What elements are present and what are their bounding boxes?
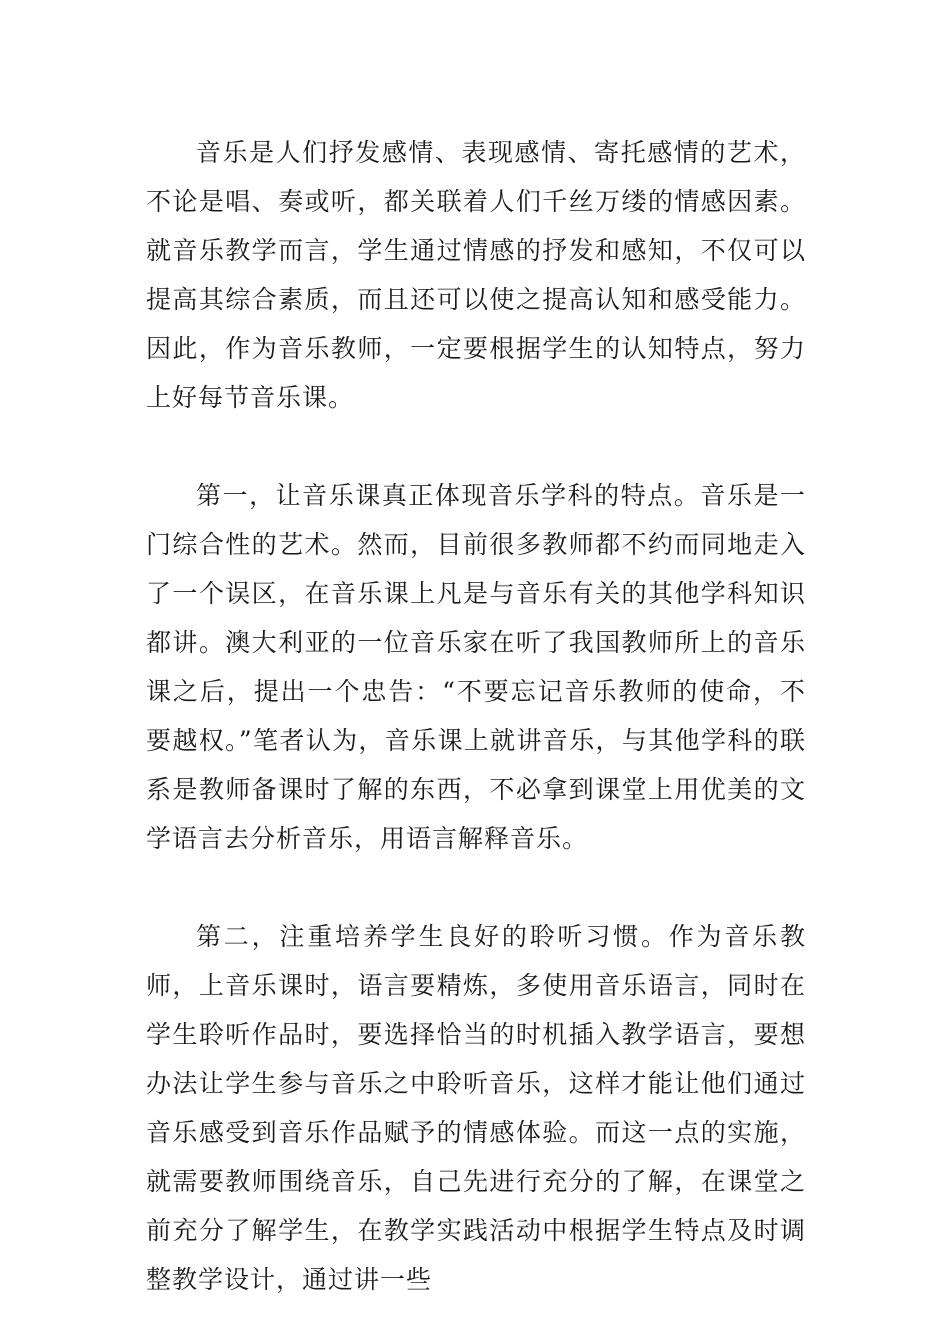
- paragraph-second-point: 第二，注重培养学生良好的聆听习惯。作为音乐教师，上音乐课时，语言要精炼，多使用音乐语言，同时在学生聆听作品时，要选择恰当的时机插入教学语言，要想办法让学生参与音乐之中聆听音乐，这样才能让他们通过音乐感受到音乐作品赋予的情感体验。而这一点的实施，就需要教师围绕音乐，自己先进行充分的了解，在课堂之前充分了解学生，在教学实践活动中根据学生特点及时调整教学设计，通过讲一些: [146, 922, 806, 1294]
- paragraph-first-point: 第一，让音乐课真正体现音乐学科的特点。音乐是一门综合性的艺术。然而，目前很多教师都不约而同地走入了一个误区，在音乐课上凡是与音乐有关的其他学科知识都讲。澳大利亚的一位音乐家在听了我国教师所上的音乐课之后，提出一个忠告：“不要忘记音乐教师的使命，不要越权。”笔者认为，音乐课上就讲音乐，与其他学科的联系是教师备课时了解的东西，不必拿到课堂上用优美的文学语言去分析音乐，用语言解释音乐。: [146, 481, 806, 853]
- paragraph-intro: 音乐是人们抒发感情、表现感情、寄托感情的艺术，不论是唱、奏或听，都关联着人们千丝万缕的情感因素。就音乐教学而言，学生通过情感的抒发和感知，不仅可以提高其综合素质，而且还可以使之提高认知和感受能力。因此，作为音乐教师，一定要根据学生的认知特点，努力上好每节音乐课。: [146, 138, 806, 412]
- document-body: [146, 128, 806, 1304]
